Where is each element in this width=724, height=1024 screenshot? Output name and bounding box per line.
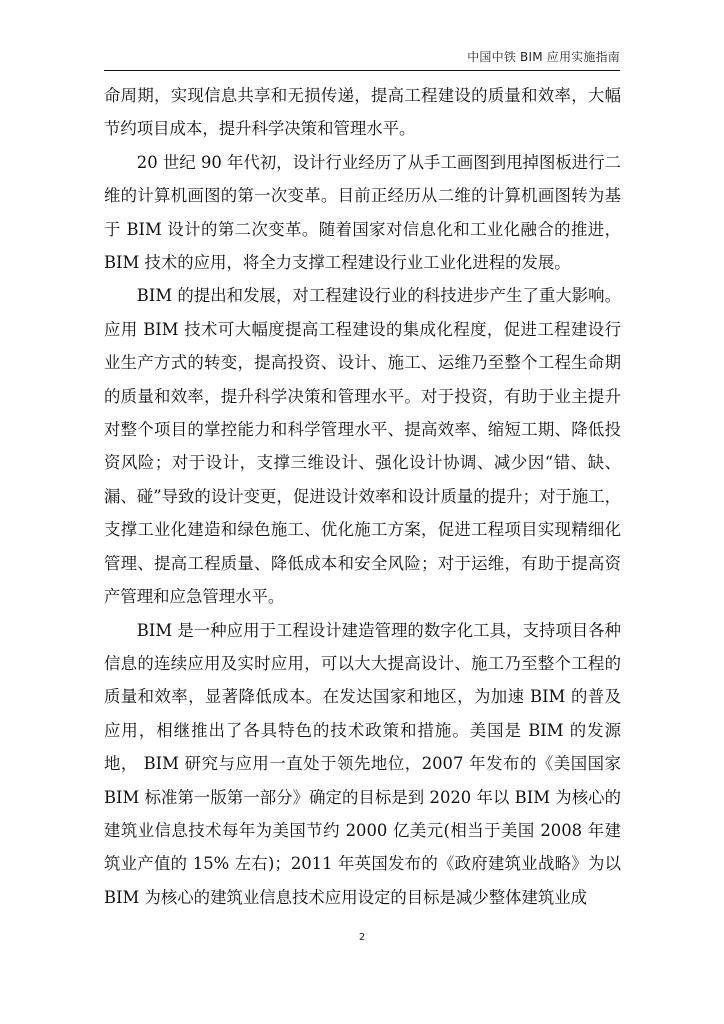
paragraph-bim-international: BIM 是一种应用于工程设计建造管理的数字化工具，支持项目各种信息的连续应用及实时应用，可以大大提高设计、施工乃至整个工程的质量和效率，显著降低成本。在发达国家和地区，为加速 BIM 的普及应用，相继推出了各具特色的技术政策和措施。美国是 BIM 的发源地， BIM 研究与应用一直处于领先地位，2007 年发布的《美国国家 BIM 标准第一版第一部分》确定的目标是到 2020 年以 BIM 为核心的建筑业信息技术每年为美国节约 2000 亿美元(相当于美国 2008 年建筑业产值的 15% 左右)；2011 年英国发布的《政府建筑业战略》为以 BIM 为核心的建筑业信息技术应用设定的目标是减少整体建筑业成 xyxy=(104,620,621,907)
paragraph-continuation: 命周期，实现信息共享和无损传递，提高工程建设的质量和效率，大幅节约项目成本，提升科学决策和管理水平。 xyxy=(104,86,621,139)
page-number: 2 xyxy=(358,932,366,943)
header-rule xyxy=(104,70,620,71)
body-text xyxy=(104,79,621,914)
paragraph-bim-impact: BIM 的提出和发展，对工程建设行业的科技进步产生了重大影响。应用 BIM 技术可大幅度提高工程建设的集成化程度，促进工程建设行业生产方式的转变，提高投资、设计、施工、运维乃至整个工程生命期的质量和效率，提升科学决策和管理水平。对于投资，有助于业主提升对整个项目的掌控能力和科学管理水平、提高效率、缩短工期、降低投资风险；对于设计，支撑三维设计、强化设计协调、减少因“错、缺、漏、碰”导致的设计变更，促进设计效率和设计质量的提升；对于施工，支撑工业化建造和绿色施工、优化施工方案，促进工程项目实现精细化管理、提高工程质量、降低成本和安全风险；对于运维，有助于提高资产管理和应急管理水平。 xyxy=(104,286,621,607)
paragraph-design-revolution: 20 世纪 90 年代初，设计行业经历了从手工画图到甩掉图板进行二维的计算机画图的第一次变革。目前正经历从二维的计算机画图转为基于 BIM 设计的第二次变革。随着国家对信息化和工业化融合的推进，BIM 技术的应用，将全力支撑工程建设行业工业化进程的发展。 xyxy=(104,152,621,273)
running-header: 中国中铁 BIM 应用实施指南 xyxy=(467,50,620,64)
